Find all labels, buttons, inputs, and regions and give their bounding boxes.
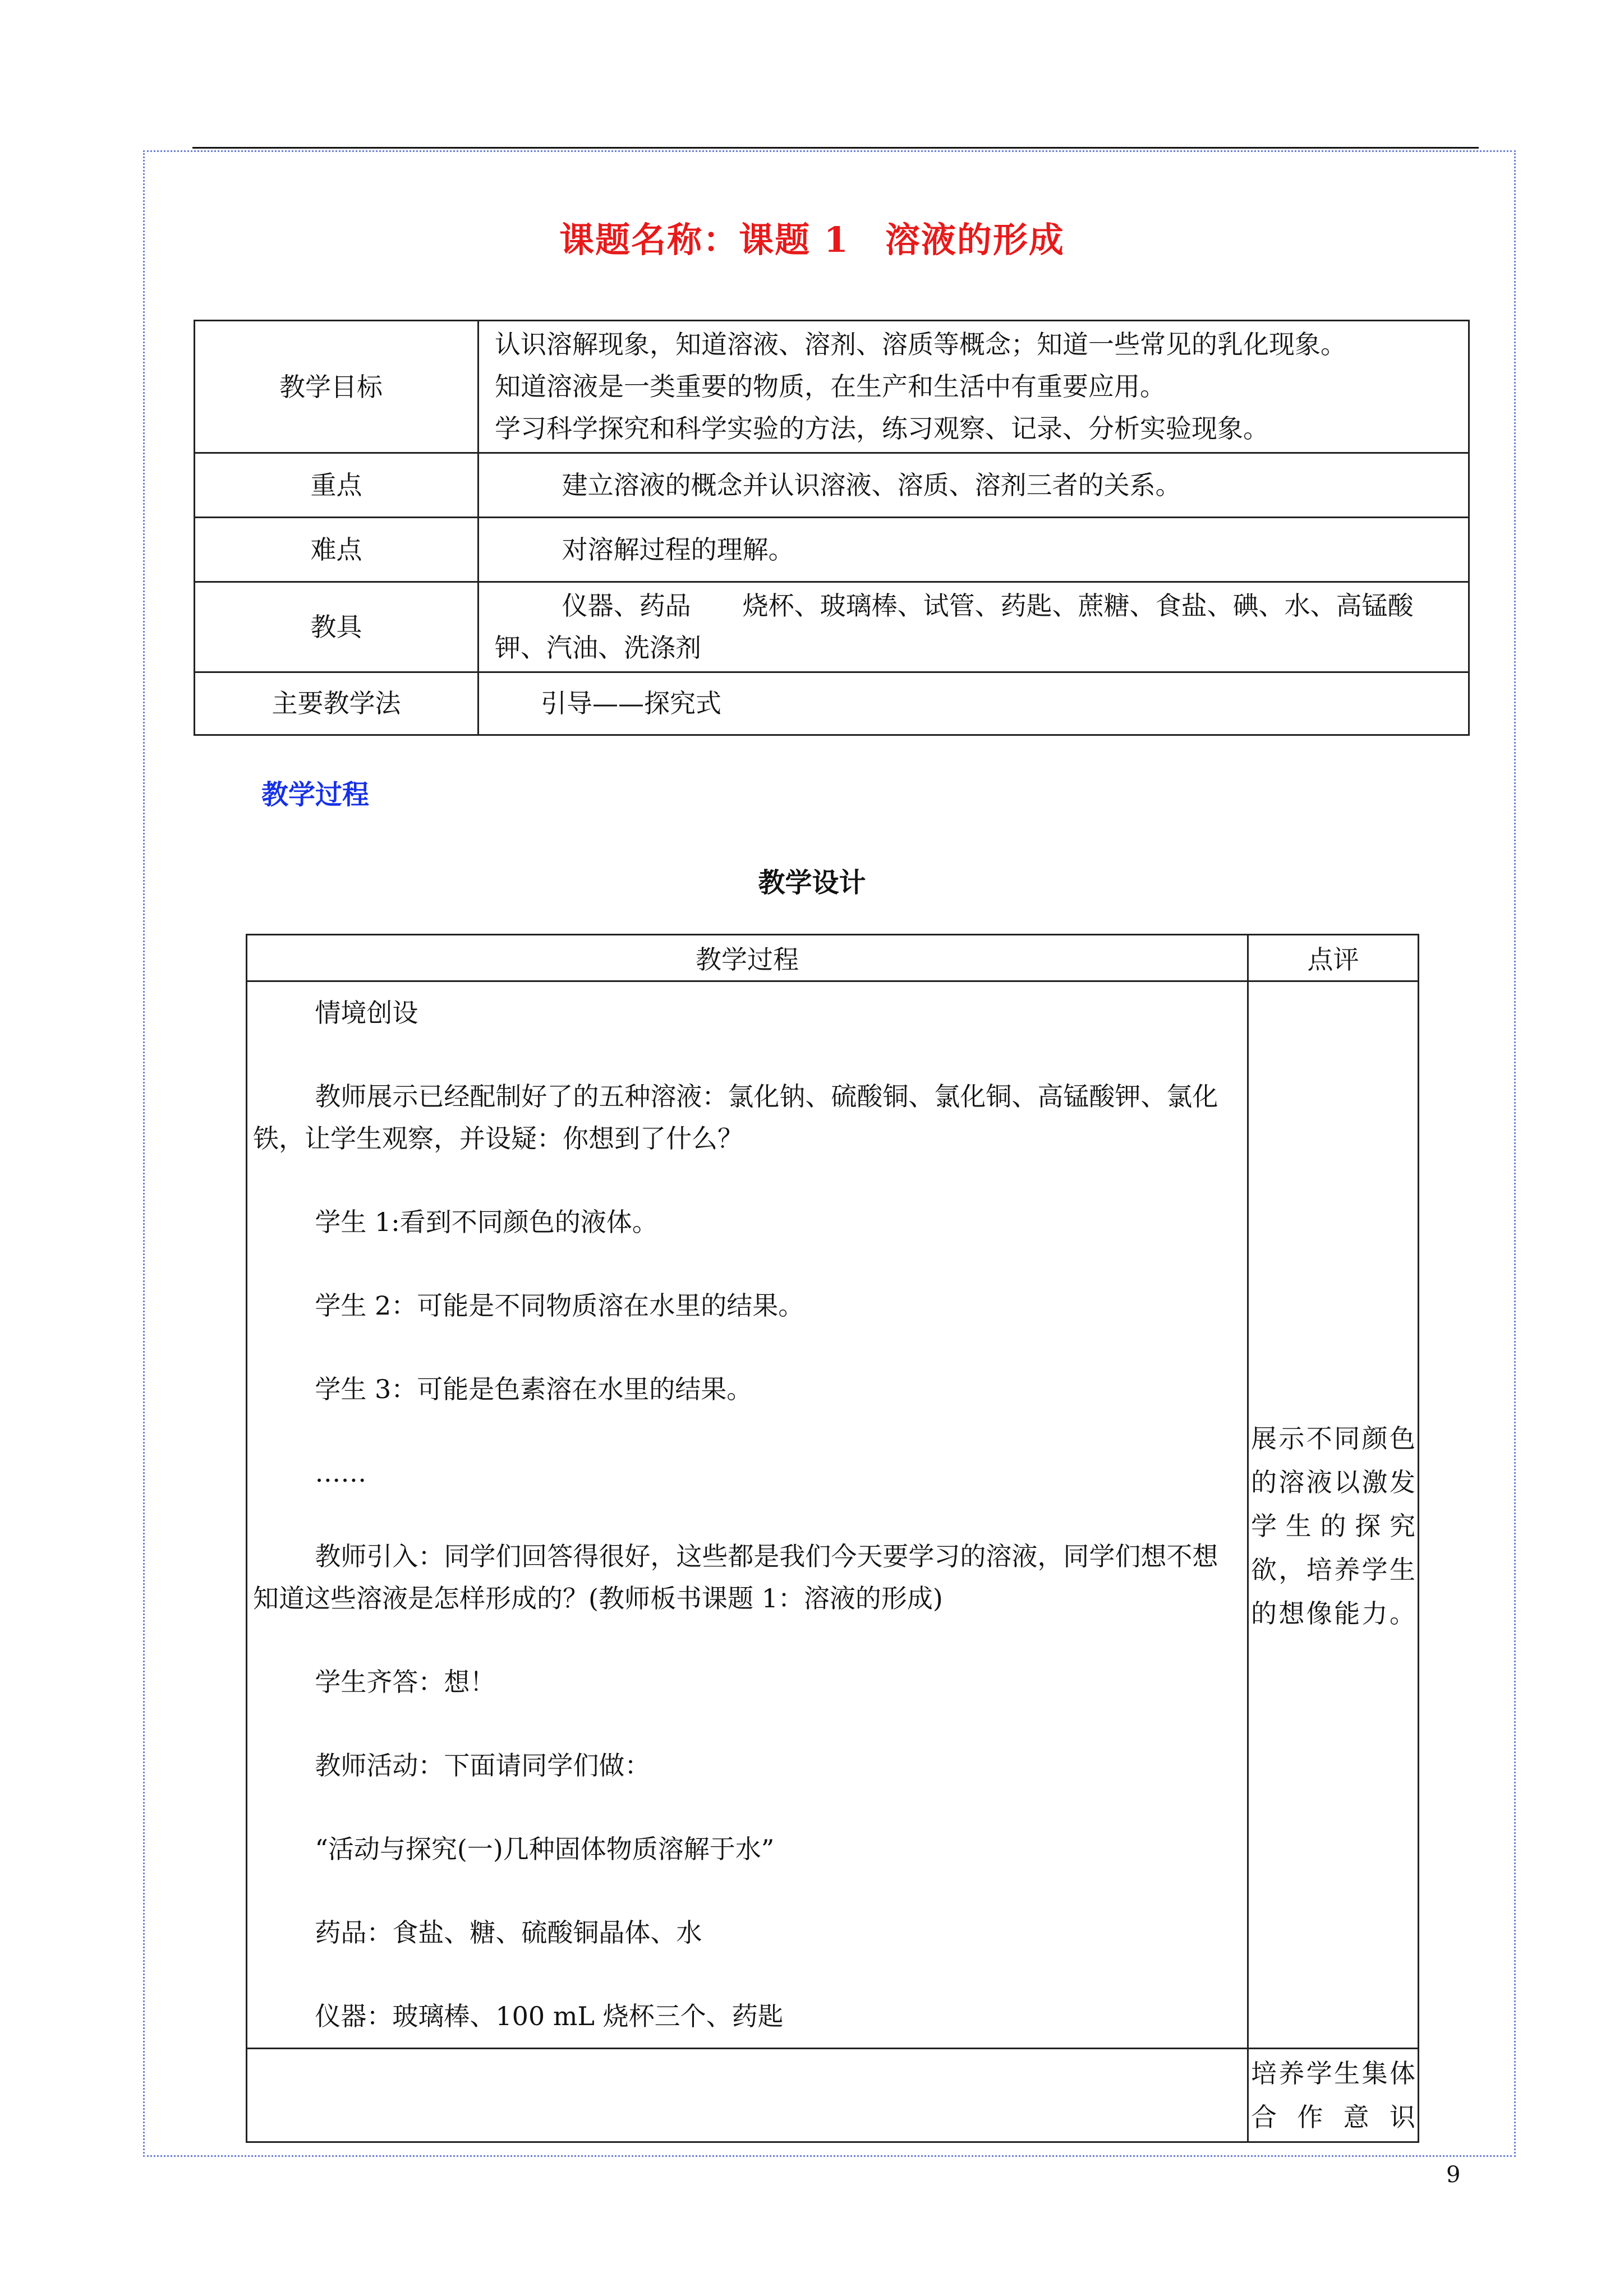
process-table-header — [247, 935, 1419, 981]
process-paragraph: 教师活动：下面请同学们做： — [315, 1750, 651, 1781]
comment-text-2: 培养学生集体合作意识 — [1251, 2058, 1415, 2132]
goal-line: 知道溶液是一类重要的物质，在生产和生活中有重要应用。 — [495, 371, 1166, 402]
process-row-continued — [247, 2049, 1419, 2142]
comment-cell-2 — [1248, 2049, 1419, 2142]
process-paragraph: 学生 2：可能是不同物质溶在水里的结果。 — [315, 1290, 804, 1321]
key-point-text: 建立溶液的概念并认识溶液、溶质、溶剂三者的关系。 — [479, 453, 1469, 518]
method-text: 引导——探究式 — [479, 672, 1469, 735]
process-content — [247, 981, 1248, 2049]
comment-column-header: 点评 — [1248, 935, 1419, 981]
process-paragraph: 学生 3：可能是色素溶在水里的结果。 — [315, 1374, 753, 1404]
difficulty-row — [195, 518, 1469, 582]
page-number: 9 — [1446, 2162, 1461, 2188]
goal-label: 教学目标 — [195, 321, 479, 453]
method-row — [195, 672, 1469, 735]
method-label: 主要教学法 — [195, 672, 479, 735]
process-content-empty — [247, 2049, 1248, 2142]
comment-text: 展示不同颜色的溶液以激发学生的探究欲，培养学生的想像能力。 — [1251, 1423, 1415, 1629]
key-point-row — [195, 453, 1469, 518]
process-paragraph: 情境创设 — [315, 998, 418, 1028]
process-paragraph: …… — [315, 1458, 367, 1488]
process-row — [247, 981, 1419, 2049]
process-paragraph: 学生齐答：想！ — [315, 1667, 496, 1697]
process-table — [246, 934, 1419, 2143]
process-column-header: 教学过程 — [247, 935, 1248, 981]
lesson-info-table — [194, 320, 1470, 736]
difficulty-text: 对溶解过程的理解。 — [479, 518, 1469, 582]
process-paragraph: 仪器：玻璃棒、100 mL 烧杯三个、药匙 — [315, 2001, 784, 2031]
difficulty-label: 难点 — [195, 518, 479, 582]
goal-line: 认识溶解现象，知道溶液、溶剂、溶质等概念；知道一些常见的乳化现象。 — [495, 329, 1346, 359]
process-paragraph: 教师展示已经配制好了的五种溶液：氯化钠、硫酸铜、氯化铜、高锰酸钾、氯化铁，让学生观察，并设疑：你想到了什么？ — [253, 1081, 1218, 1154]
goal-line: 学习科学探究和科学实验的方法，练习观察、记录、分析实验现象。 — [495, 413, 1269, 444]
tools-text: 仪器、药品 烧杯、玻璃棒、试管、药匙、蔗糖、食盐、碘、水、高锰酸钾、汽油、洗涤剂 — [479, 582, 1469, 672]
process-paragraph: 药品：食盐、糖、硫酸铜晶体、水 — [315, 1917, 702, 1948]
tools-row — [195, 582, 1469, 672]
page-title: 课题名称：课题 1 溶液的形成 — [559, 219, 1065, 260]
tools-label: 教具 — [195, 582, 479, 672]
design-heading: 教学设计 — [758, 867, 866, 898]
goal-row — [195, 321, 1469, 453]
comment-cell — [1248, 981, 1419, 2049]
header-rule — [192, 147, 1479, 149]
process-paragraph: 学生 1:看到不同颜色的液体。 — [315, 1207, 658, 1237]
goal-content — [479, 321, 1469, 453]
key-point-label: 重点 — [195, 453, 479, 518]
process-paragraph: 教师引入：同学们回答得很好，这些都是我们今天要学习的溶液，同学们想不想知道这些溶液是怎样形成的？(教师板书课题 1：溶液的形成) — [253, 1541, 1218, 1613]
process-paragraph: “活动与探究(一)几种固体物质溶解于水” — [315, 1834, 775, 1864]
section-heading: 教学过程 — [261, 779, 370, 810]
